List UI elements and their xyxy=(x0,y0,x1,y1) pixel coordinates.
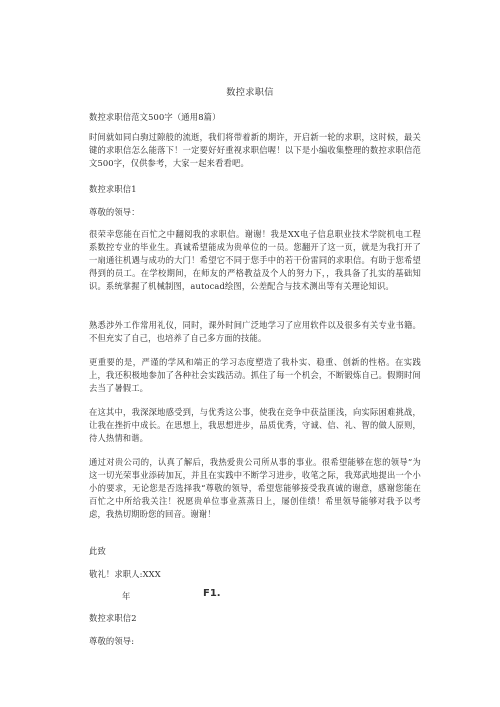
letter1-signature: 敬礼！求职人:XXX xyxy=(89,569,161,579)
document-subtitle: 数控求职信范文500字（通用8篇） xyxy=(89,112,221,122)
letter1-paragraph-1: 很荣幸您能在百忙之中翻阅我的求职信。谢谢！我是XX电子信息职业技术学院机电工程系数控专业的毕业生。真诚希望能成为贵单位的一员。您翻开了这一页，就是为我打开了一扇通往机遇与成功的大门！希望它不同于您手中的若干份雷同的求职信。有助于您希望得到的员工。在学校期间，在师友的严格教益及个人的努力下，，我具备了扎实的基础知识。系统掌握了机械制图，autocad绘图，公差配合与技术测出等有关理论知识。 xyxy=(89,229,421,291)
document-title: 数控求职信 xyxy=(226,87,274,98)
intro-paragraph: 时间就如同白驹过隙般的流逝，我们将带着新的期许，开启新一轮的求职，这时候，最关键的求职信怎么能落下！一定要好好重视求职信喔！以下是小编收集整理的数控求职信范文500字，仅供参考，大家一起来看看吧。 xyxy=(89,132,421,168)
letter2-heading: 数控求职信2 xyxy=(89,613,137,623)
letter1-closing: 此致 xyxy=(89,546,106,556)
letter1-salutation: 尊敬的领导： xyxy=(89,207,140,217)
letter1-date-year: 年 xyxy=(122,591,131,601)
letter1-paragraph-2: 熟悉涉外工作常用礼仪，同时，课外时间广泛地学习了应用软件以及很多有关专业书籍。不但充实了自己，也培养了自己多方面的技能。 xyxy=(89,320,421,343)
letter1-heading: 数控求职信1 xyxy=(89,184,137,194)
letter1-stray-mark: F1. xyxy=(203,588,221,599)
letter1-paragraph-3: 更重要的是，严谨的学风和端正的学习态度塑造了我朴实、稳重、创新的性格。在实践上，我还积极地参加了各种社会实践活动。抓住了每一个机会，不断锻炼自己。假期时间去当了暑假工。 xyxy=(89,357,421,393)
letter1-paragraph-4: 在这其中，我深深地感受到，与优秀这公事，使我在竞争中获益匪浅，向实际困难挑战，让我在挫折中成长。在思想上，我思想进步，品质优秀，守诚、信、礼、智的做人原则，待人热情和谐。 xyxy=(89,407,421,443)
letter2-salutation: 尊敬的领导: xyxy=(89,636,135,646)
letter1-paragraph-5: 通过对贵公司的，认真了解后，我热爱贵公司所从事的事业。很希望能够在您的领导”为这一切光荣事业添砖加瓦，并且在实践中不断学习进步，收笔之际，我郑武地提出一个小小的要求，无论您是否选择我“尊敬的领导，希望您能够接受我真诚的谢意，感谢您能在百忙之中所给我关注！祝愿贵单位事业蒸蒸日上，屡创佳绩！希里领导能够对我予以考虑，我热切期盼您的回音。谢谢！ xyxy=(89,457,421,519)
